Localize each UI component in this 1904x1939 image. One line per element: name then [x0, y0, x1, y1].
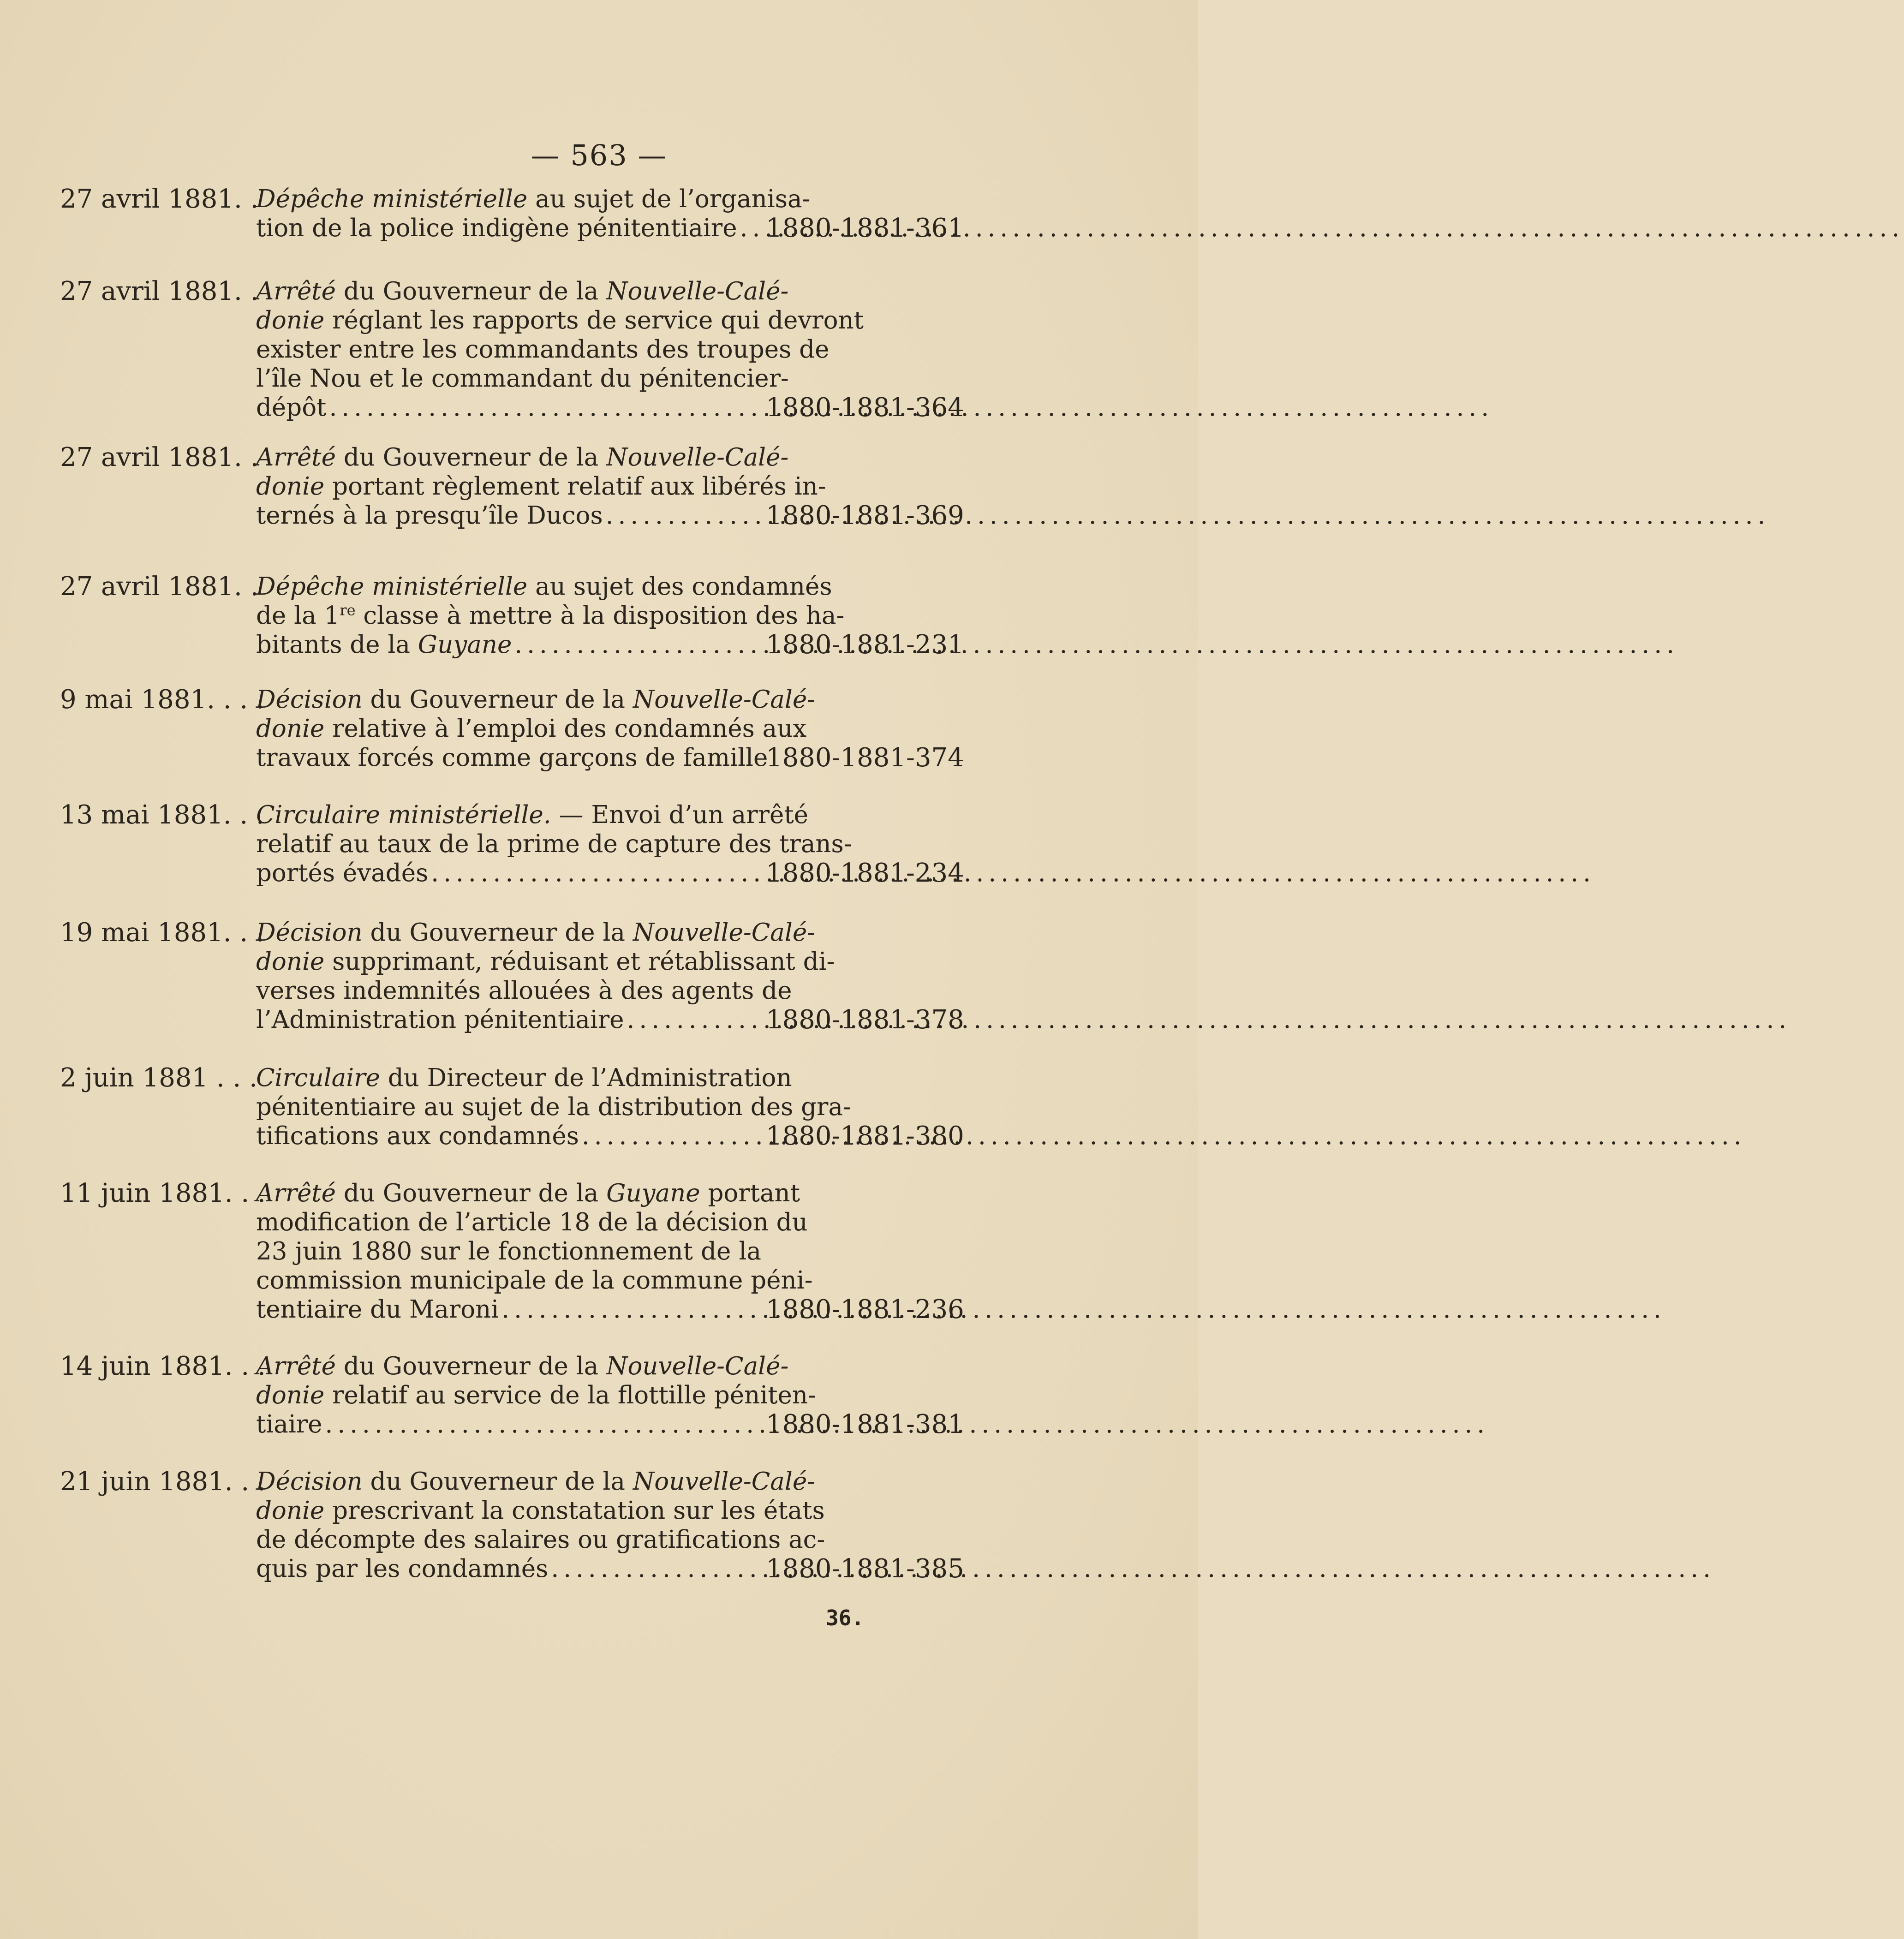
text-run: tifications aux condamnés	[256, 1122, 579, 1150]
description-line	[256, 1295, 761, 1324]
description-line	[256, 501, 761, 530]
entry-description	[256, 185, 811, 243]
entry-date: 14 juin 1881. . .	[60, 1351, 266, 1381]
entry-description	[256, 1179, 813, 1324]
entry-description	[256, 1352, 816, 1439]
description-line	[256, 1525, 825, 1554]
entry-date: 13 mai 1881. . .	[60, 800, 264, 830]
description-line	[256, 829, 852, 859]
italic-text: Nouvelle-Calé-	[633, 919, 816, 947]
italic-text: donie	[256, 1497, 325, 1525]
text-run: commission municipale de la commune péni-	[256, 1266, 813, 1295]
text-run: classe à mettre à la disposition des ha-	[355, 602, 845, 630]
dot-leader	[514, 630, 1679, 659]
entry-reference: 1880-1881-385	[766, 1554, 964, 1584]
page-number: — 563 —	[531, 138, 668, 172]
dot-leader	[501, 1295, 1666, 1324]
text-run: supprimant, réduisant et rétablissant di-	[324, 948, 835, 976]
entry-date: 19 mai 1881. . .	[60, 918, 264, 948]
text-run: au sujet des condamnés	[527, 573, 832, 601]
description-line	[256, 472, 826, 501]
description-line	[256, 1381, 816, 1410]
description-line	[256, 277, 789, 306]
entry-reference: 1880-1881-369	[766, 501, 964, 531]
text-run: portant règlement relatif aux libérés in-	[324, 472, 826, 501]
text-run: bitants de la	[256, 631, 418, 659]
entry-date: 9 mai 1881. . . .	[60, 685, 264, 715]
description-line	[256, 685, 816, 714]
italic-text: Circulaire ministérielle.	[256, 801, 551, 829]
text-run: dépôt	[256, 394, 327, 422]
italic-text: Nouvelle-Calé-	[633, 686, 816, 714]
entry-date: 11 juin 1881. . .	[60, 1178, 266, 1208]
text-run: relative à l’emploi des condamnés aux	[324, 715, 807, 743]
italic-text: Guyane	[418, 631, 512, 659]
text-run: de la 1	[256, 602, 340, 630]
description-line	[256, 364, 789, 393]
italic-text: Arrêté	[256, 277, 336, 305]
text-run: tiaire	[256, 1410, 322, 1438]
text-run: portés évadés	[256, 859, 429, 887]
italic-text: Nouvelle-Calé-	[633, 1468, 816, 1496]
entry-reference: 1880-1881-364	[766, 393, 964, 423]
text-run: relatif au service de la flottille péniten-	[324, 1381, 816, 1409]
description-line	[256, 306, 864, 335]
italic-text: Dépêche ministérielle	[256, 185, 528, 213]
text-run: verses indemnités allouées à des agents de	[256, 977, 792, 1005]
italic-text: Arrêté	[256, 443, 336, 471]
text-run: de décompte des salaires ou gratifications ac-	[256, 1526, 825, 1554]
description-line	[256, 335, 830, 364]
text-run: exister entre les commandants des troupes de	[256, 335, 830, 364]
text-run: modification de l’article 18 de la décision du	[256, 1208, 808, 1236]
italic-text: Dépêche ministérielle	[256, 573, 528, 601]
text-run: relatif au taux de la prime de capture des trans-	[256, 830, 852, 858]
entry-description	[256, 277, 864, 422]
entry-description	[256, 918, 835, 1034]
description-line	[256, 572, 832, 601]
dot-leader	[551, 1554, 1715, 1583]
superscript-text: re	[340, 601, 356, 619]
italic-text: Décision	[256, 1468, 363, 1496]
italic-text: donie	[256, 306, 325, 334]
entry-description	[256, 443, 826, 530]
text-run: au sujet de l’organisa-	[527, 185, 811, 213]
description-line	[256, 1063, 792, 1092]
description-line	[256, 630, 761, 659]
description-line	[256, 1467, 816, 1496]
entry-date: 27 avril 1881. .	[60, 442, 259, 472]
italic-text: donie	[256, 948, 325, 976]
description-line	[256, 1208, 808, 1237]
text-run: réglant les rapports de service qui devront	[324, 306, 864, 334]
description-line	[256, 393, 761, 422]
italic-text: Décision	[256, 919, 363, 947]
text-run: du Gouverneur de la	[335, 443, 607, 471]
text-run: ternés à la presqu’île Ducos	[256, 501, 603, 530]
entry-description	[256, 572, 845, 659]
italic-text: Circulaire	[256, 1064, 380, 1092]
text-run: pénitentiaire au sujet de la distribution des gra-	[256, 1093, 851, 1121]
entry-description	[256, 1467, 825, 1583]
italic-text: donie	[256, 715, 325, 743]
entry-reference: 1880-1881-231	[766, 630, 964, 660]
entry-date: 27 avril 1881. .	[60, 184, 259, 214]
description-line	[256, 185, 811, 214]
text-run: l’Administration pénitentiaire	[256, 1006, 624, 1034]
text-run: l’île Nou et le commandant du pénitencier-	[256, 364, 789, 393]
description-line	[256, 1092, 851, 1122]
description-line	[256, 1122, 761, 1151]
description-line	[256, 1179, 800, 1208]
text-run: tion de la police indigène pénitentiaire	[256, 214, 737, 242]
description-line	[256, 1352, 789, 1381]
description-line	[256, 1266, 813, 1295]
text-run: du Gouverneur de la	[362, 686, 633, 714]
text-run: portant	[700, 1179, 800, 1207]
description-line	[256, 443, 789, 472]
text-run: travaux forcés comme garçons de famille	[256, 744, 768, 772]
text-run: du Gouverneur de la	[362, 919, 633, 947]
italic-text: donie	[256, 472, 325, 501]
entry-date: 27 avril 1881. .	[60, 276, 259, 306]
description-line	[256, 214, 761, 243]
italic-text: Nouvelle-Calé-	[606, 277, 789, 305]
italic-text: Nouvelle-Calé-	[606, 1352, 789, 1380]
text-run: du Gouverneur de la	[335, 277, 607, 305]
description-line	[256, 800, 808, 829]
entry-reference: 1880-1881-381	[766, 1409, 964, 1439]
text-run: 23 juin 1880 sur le fonctionnement de la	[256, 1237, 761, 1265]
entry-reference: 1880-1881-378	[766, 1005, 964, 1035]
entry-description	[256, 685, 816, 772]
text-run: prescrivant la constatation sur les états	[324, 1497, 825, 1525]
entry-date: 21 juin 1881. . .	[60, 1467, 266, 1497]
entry-description	[256, 800, 852, 888]
text-run: du Directeur de l’Administration	[380, 1064, 792, 1092]
italic-text: Nouvelle-Calé-	[606, 443, 789, 471]
description-line	[256, 1237, 761, 1266]
description-line	[256, 1496, 825, 1525]
text-run: du Gouverneur de la	[335, 1179, 607, 1207]
entry-reference: 1880-1881-236	[766, 1295, 964, 1324]
folio-mark: 36.	[826, 1605, 865, 1630]
entry-date: 27 avril 1881. .	[60, 572, 259, 602]
italic-text: Guyane	[606, 1179, 700, 1207]
description-line	[256, 976, 792, 1005]
entry-description	[256, 1063, 851, 1151]
entry-reference: 1880-1881-374	[766, 743, 964, 773]
description-line	[256, 947, 835, 976]
entry-date: 2 juin 1881 . . .	[60, 1063, 257, 1093]
description-line	[256, 918, 816, 947]
italic-text: Arrêté	[256, 1352, 336, 1380]
description-line	[256, 1410, 761, 1439]
description-line	[256, 714, 807, 743]
description-line	[256, 1554, 761, 1583]
text-run: — Envoi d’un arrêté	[551, 801, 808, 829]
text-run: du Gouverneur de la	[362, 1468, 633, 1496]
italic-text: Décision	[256, 686, 363, 714]
text-run: du Gouverneur de la	[335, 1352, 607, 1380]
description-line	[256, 601, 845, 630]
italic-text: donie	[256, 1381, 325, 1409]
dot-leader	[431, 859, 1595, 888]
text-run: quis par les condamnés	[256, 1555, 549, 1583]
dot-leader	[582, 1122, 1746, 1151]
italic-text: Arrêté	[256, 1179, 336, 1207]
entry-reference: 1880-1881-234	[766, 858, 964, 888]
description-line	[256, 1005, 761, 1034]
text-run: tentiaire du Maroni	[256, 1295, 499, 1324]
description-line	[256, 859, 761, 888]
entry-reference: 1880-1881-361	[766, 213, 964, 243]
entry-reference: 1880-1881-380	[766, 1121, 964, 1151]
description-line	[256, 743, 768, 772]
